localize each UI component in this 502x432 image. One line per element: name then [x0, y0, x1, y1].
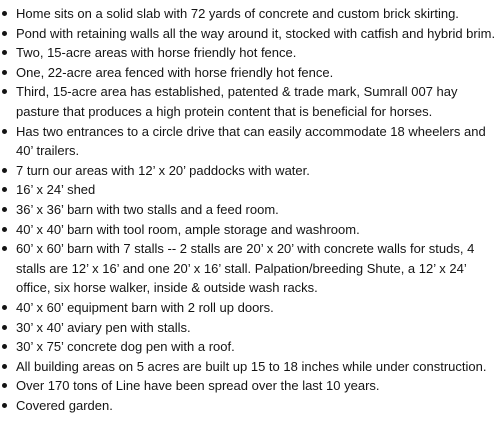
- list-item-text: All building areas on 5 acres are built up 15 to 18 inches while under construction.: [16, 358, 487, 374]
- bullet-icon: [2, 344, 7, 349]
- bullet-icon: [2, 364, 7, 369]
- list-item: [0, 239, 496, 298]
- list-item: [0, 396, 496, 416]
- list-item-text: Third, 15-acre area has established, patented & trade mark, Sumrall 007 hay pasture that produces a high protein content that is beneficial for horses.: [16, 84, 458, 119]
- bullet-icon: [2, 325, 7, 330]
- list-item-text: 36’ x 36’ barn with two stalls and a feed room.: [16, 201, 279, 217]
- list-item-text: Pond with retaining walls all the way around it, stocked with catfish and hybrid brim.: [16, 25, 496, 41]
- list-item-text: Home sits on a solid slab with 72 yards of concrete and custom brick skirting.: [16, 6, 459, 21]
- bullet-icon: [2, 129, 7, 134]
- list-item-text: 7 turn our areas with 12’ x 20’ paddocks with water.: [16, 162, 310, 178]
- list-item: [0, 220, 496, 240]
- list-item-text: 30’ x 40’ aviary pen with stalls.: [16, 319, 191, 335]
- list-item: [0, 318, 496, 338]
- list-item: [0, 298, 496, 318]
- bullet-icon: [2, 70, 7, 75]
- bullet-icon: [2, 89, 7, 94]
- bullet-icon: [2, 50, 7, 55]
- list-item-text: 30’ x 75’ concrete dog pen with a roof.: [16, 339, 235, 355]
- bullet-icon: [2, 207, 7, 212]
- list-item: [0, 161, 496, 181]
- list-item: [0, 82, 496, 121]
- list-item: [0, 376, 496, 396]
- list-item: [0, 200, 496, 220]
- list-item-text: Over 170 tons of Line have been spread over the last 10 years.: [16, 378, 380, 394]
- bullet-icon: [2, 11, 7, 16]
- list-item-text: Two, 15-acre areas with horse friendly hot fence.: [16, 45, 297, 61]
- list-item: [0, 24, 496, 44]
- bullet-icon: [2, 305, 7, 310]
- bullet-icon: [2, 31, 7, 36]
- bullet-icon: [2, 168, 7, 173]
- list-item-text: 40’ x 40’ barn with tool room, ample storage and washroom.: [16, 221, 360, 237]
- bullet-icon: [2, 227, 7, 232]
- list-item: [0, 4, 496, 24]
- list-item: [0, 122, 496, 161]
- bullet-icon: [2, 187, 7, 192]
- list-item-text: Covered garden.: [16, 397, 113, 413]
- list-item-text: 60’ x 60’ barn with 7 stalls -- 2 stalls are 20’ x 20’ with concrete walls for studs, 4 stalls are 12’ x 16’ and one 20’ x 16’ stall. Palpation/breeding Shute, a 12’ x 24’ office, six horse walker, inside & outside wash racks.: [16, 241, 475, 296]
- list-item-text: 16’ x 24’ shed: [16, 182, 96, 198]
- bullet-icon: [2, 383, 7, 388]
- list-item-text: Has two entrances to a circle drive that can easily accommodate 18 wheelers and 40’ trailers.: [16, 123, 486, 159]
- list-item: [0, 63, 496, 83]
- list-item: [0, 180, 496, 200]
- bullet-icon: [2, 246, 7, 251]
- list-item-text: 40’ x 60’ equipment barn with 2 roll up doors.: [16, 299, 274, 315]
- list-item: [0, 357, 496, 377]
- bullet-icon: [2, 403, 7, 408]
- list-item: [0, 337, 496, 357]
- list-item-text: One, 22-acre area fenced with horse friendly hot fence.: [16, 64, 334, 80]
- list-item: [0, 43, 496, 63]
